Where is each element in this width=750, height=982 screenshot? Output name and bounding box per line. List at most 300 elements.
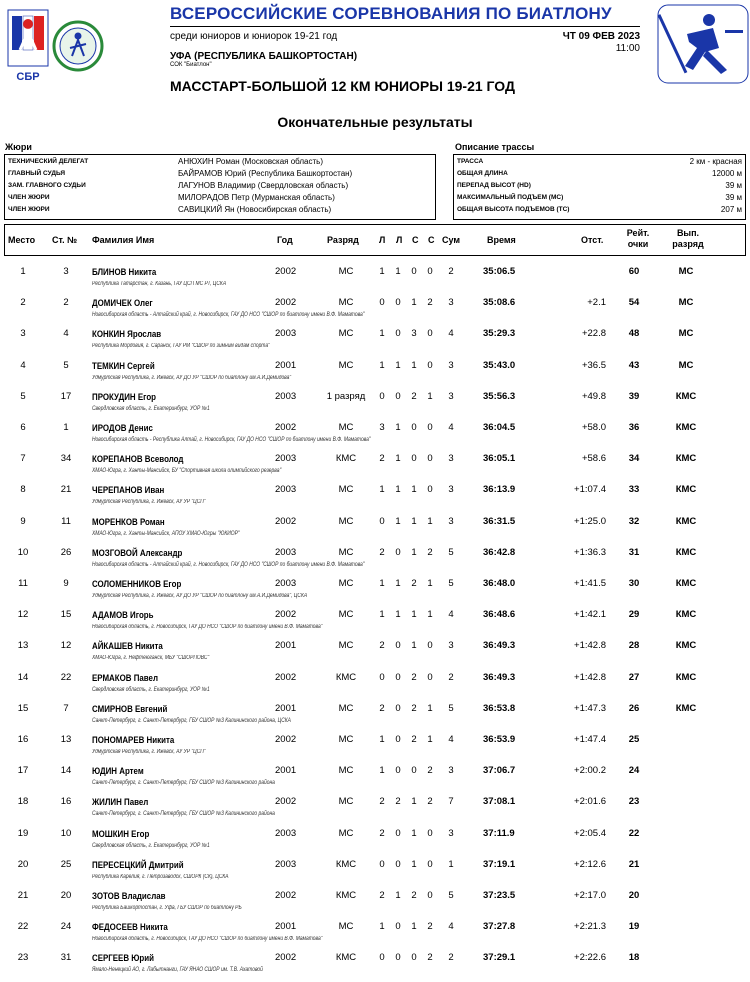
shooting-sum: 2 — [448, 266, 454, 277]
jury-role: ТЕХНИЧЕСКИЙ ДЕЛЕГАТ — [8, 158, 89, 165]
jury-role: ЗАМ. ГЛАВНОГО СУДЬИ — [8, 182, 86, 189]
shooting-standing-1: 0 — [411, 453, 417, 465]
track-row — [457, 157, 742, 169]
athlete-club: Свердловская область, г. Екатеринбург, УОР №1 — [92, 405, 210, 412]
athlete-club: Республика Мордовия, г. Саранск, ГАУ РМ "СШОР по зимним видам спорта" — [92, 343, 270, 350]
shooting-prone-2: 0 — [395, 702, 401, 714]
shooting-sum: 3 — [448, 453, 454, 465]
rank-won-cell: КМС — [675, 546, 697, 558]
col-standing-1: С — [412, 235, 419, 245]
shooting-prone-1: 0 — [379, 952, 385, 964]
year-cell: 2002 — [275, 515, 297, 527]
athlete-club: ХМАО-Югра, г. Ханты-Мансийск, АПОУ ХМАО-Югры "ЮКИОР" — [92, 530, 240, 537]
shooting-prone-1: 0 — [379, 671, 385, 683]
title-divider — [170, 26, 640, 27]
place-cell: 4 — [20, 359, 26, 371]
shooting-prone-1: 0 — [379, 297, 385, 309]
place-cell: 19 — [17, 827, 29, 839]
jury-row — [8, 193, 434, 205]
results-title: Окончательные результаты — [277, 114, 473, 130]
time-cell: 37:29.1 — [483, 952, 516, 964]
shooting-prone-2: 2 — [395, 796, 401, 808]
competition-title: ВСЕРОССИЙСКИЕ СОРЕВНОВАНИЯ ПО БИАТЛОНУ — [170, 4, 612, 23]
shooting-standing-1: 1 — [411, 297, 417, 309]
table-row — [0, 948, 750, 979]
year-cell: 2003 — [275, 578, 297, 589]
behind-cell: +2:00.2 — [574, 765, 606, 777]
shooting-prone-2: 0 — [395, 952, 401, 964]
place-cell: 18 — [17, 796, 29, 808]
place-cell: 2 — [20, 297, 26, 309]
shooting-standing-1: 2 — [411, 702, 417, 714]
jury-box — [4, 154, 436, 220]
shooting-standing-2: 0 — [427, 266, 433, 277]
place-cell: 20 — [17, 858, 29, 870]
year-cell: 2002 — [275, 422, 297, 433]
table-row — [0, 356, 750, 387]
year-cell: 2002 — [275, 671, 297, 683]
athlete-name: СЕРГЕЕВ Юрий — [92, 953, 155, 964]
col-name: Фамилия Имя — [92, 235, 155, 245]
rank-cell: КМС — [335, 858, 357, 870]
shooting-standing-1: 0 — [411, 952, 417, 964]
shooting-prone-1: 0 — [379, 858, 385, 870]
athlete-name: ЕРМАКОВ Павел — [92, 672, 158, 683]
shooting-sum: 5 — [448, 578, 454, 589]
athlete-name: КОНКИН Ярослав — [92, 329, 162, 340]
time-cell: 37:11.9 — [483, 827, 515, 839]
behind-cell: +1:42.1 — [574, 609, 606, 621]
rank-cell: 1 разряд — [326, 390, 366, 402]
table-row — [0, 668, 750, 699]
place-cell: 11 — [18, 578, 28, 589]
place-cell: 9 — [20, 515, 26, 527]
shooting-sum: 3 — [448, 359, 454, 371]
col-bib: Ст. № — [52, 235, 78, 245]
bib-cell: 7 — [63, 702, 69, 714]
athlete-name: БЛИНОВ Никита — [92, 267, 157, 277]
shooting-standing-1: 1 — [411, 515, 417, 527]
track-row — [457, 193, 742, 205]
rank-won-cell: КМС — [675, 515, 697, 527]
rank-cell: КМС — [335, 952, 357, 964]
table-row — [0, 387, 750, 418]
shooting-prone-1: 3 — [379, 422, 385, 433]
shooting-prone-2: 0 — [395, 765, 401, 777]
rank-cell: МС — [338, 422, 354, 433]
shooting-standing-2: 0 — [427, 359, 433, 371]
col-standing-2: С — [428, 235, 435, 245]
behind-cell: +22.8 — [581, 328, 606, 340]
athlete-name: МОЗГОВОЙ Александр — [92, 547, 183, 558]
jury-name: БАЙРАМОВ Юрий (Республика Башкортостан) — [178, 169, 353, 178]
shooting-sum: 4 — [448, 422, 454, 433]
athlete-name: ПРОКУДИН Егор — [92, 391, 157, 402]
athlete-club: Санкт-Петербург, г. Санкт-Петербург, ГБУ СШОР №3 Калининского района, ЦСКА — [92, 717, 291, 724]
shooting-standing-2: 0 — [427, 890, 433, 901]
rank-won-cell: КМС — [675, 484, 697, 496]
shooting-prone-1: 1 — [379, 765, 385, 777]
place-cell: 17 — [17, 765, 29, 777]
place-cell: 7 — [20, 453, 26, 465]
shooting-standing-2: 0 — [427, 484, 433, 496]
table-row — [0, 418, 750, 449]
shooting-standing-2: 0 — [427, 858, 433, 870]
shooting-prone-2: 0 — [395, 858, 401, 870]
shooting-prone-1: 1 — [379, 921, 385, 933]
shooting-standing-2: 0 — [427, 827, 433, 839]
rank-won-cell: КМС — [675, 578, 697, 589]
athlete-club: Новосибирская область - Алтайский край, г. Новосибирск, ГАУ ДО НСО "СШОР по биатлону имени В.Ф. Маматова" — [92, 561, 365, 568]
jury-role: ГЛАВНЫЙ СУДЬЯ — [8, 170, 66, 177]
shooting-standing-1: 3 — [411, 328, 417, 340]
points-cell: 33 — [628, 484, 640, 496]
jury-row — [8, 181, 434, 193]
year-cell: 2002 — [275, 266, 297, 277]
time-cell: 36:31.5 — [483, 515, 516, 527]
athlete-club: Удмуртская Республика, г. Ижевск, АУ УР "ЦСП" — [92, 499, 206, 506]
shooting-standing-2: 2 — [427, 297, 433, 309]
points-cell: 25 — [628, 734, 640, 745]
shooting-prone-1: 2 — [379, 702, 385, 714]
shooting-sum: 2 — [448, 671, 454, 683]
athlete-club: Удмуртская Республика, г. Ижевск, АУ ДО УР "СШОР по биатлону им.А.И.Демидова", ЦСКА — [92, 593, 308, 599]
jury-row — [8, 205, 434, 217]
behind-cell: +2:05.4 — [574, 827, 606, 839]
time-cell: 36:49.3 — [483, 671, 516, 683]
shooting-standing-2: 0 — [427, 328, 433, 340]
shooting-prone-1: 1 — [379, 359, 385, 371]
rank-cell: МС — [338, 796, 354, 808]
shooting-standing-1: 1 — [411, 827, 417, 839]
year-cell: 2001 — [275, 765, 297, 777]
shooting-standing-1: 1 — [411, 546, 417, 558]
shooting-sum: 3 — [448, 515, 454, 527]
athlete-name: КОРЕПАНОВ Всеволод — [92, 454, 184, 465]
year-cell: 2001 — [275, 640, 297, 652]
shooting-sum: 4 — [448, 921, 454, 933]
shooting-standing-2: 0 — [427, 671, 433, 683]
rank-cell: МС — [338, 515, 354, 527]
year-cell: 2001 — [275, 702, 297, 714]
col-year: Год — [277, 235, 293, 245]
bib-cell: 16 — [60, 796, 72, 808]
event-time: 11:00 — [615, 43, 640, 54]
time-cell: 35:43.0 — [483, 359, 516, 371]
time-cell: 36:48.0 — [483, 578, 516, 589]
shooting-sum: 7 — [448, 796, 454, 808]
bib-cell: 21 — [60, 484, 72, 496]
time-cell: 35:08.6 — [483, 297, 516, 309]
shooting-standing-2: 2 — [427, 765, 433, 777]
shooting-prone-1: 1 — [379, 328, 385, 340]
shooting-prone-2: 0 — [395, 734, 401, 745]
shooting-standing-2: 0 — [427, 640, 433, 652]
track-label: ТРАССА — [457, 158, 484, 165]
bib-cell: 31 — [60, 952, 72, 964]
behind-cell: +36.5 — [581, 359, 606, 371]
time-cell: 35:06.5 — [483, 266, 516, 277]
place-cell: 21 — [17, 890, 29, 901]
time-cell: 36:05.1 — [483, 453, 516, 465]
jury-name: САВИЦКИЙ Ян (Новосибирская область) — [178, 205, 332, 214]
athlete-name: МОРЕНКОВ Роман — [92, 516, 165, 527]
table-row — [0, 480, 750, 511]
points-cell: 20 — [628, 890, 640, 901]
year-cell: 2002 — [275, 890, 297, 901]
shooting-prone-2: 1 — [395, 890, 401, 901]
biathlon-logo — [657, 4, 749, 84]
col-points: Рейт. очки — [626, 228, 650, 249]
athlete-name: ПОНОМАРЕВ Никита — [92, 735, 175, 745]
bib-cell: 9 — [63, 578, 69, 589]
shooting-standing-2: 2 — [427, 952, 433, 964]
rank-won-cell: МС — [678, 297, 694, 309]
table-row — [0, 855, 750, 886]
shooting-prone-2: 0 — [395, 297, 401, 309]
behind-cell: +1:47.4 — [574, 734, 606, 745]
time-cell: 36:04.5 — [483, 422, 516, 433]
rank-won-cell: МС — [678, 266, 694, 277]
shooting-prone-1: 2 — [379, 640, 385, 652]
athlete-club: Новосибирская область - Республика Алтай, г. Новосибирск, ГАУ ДО НСО "СШОР по биатлону имени В.Ф. Маматова" — [92, 437, 371, 443]
bib-cell: 17 — [60, 390, 72, 402]
rank-cell: МС — [338, 765, 354, 777]
shooting-prone-2: 1 — [395, 266, 401, 277]
time-cell: 35:29.3 — [483, 328, 516, 340]
bib-cell: 2 — [63, 297, 69, 309]
track-value: 39 м — [725, 193, 742, 202]
place-cell: 5 — [20, 390, 26, 402]
bib-cell: 22 — [60, 671, 72, 683]
points-cell: 48 — [628, 328, 640, 340]
shooting-prone-2: 1 — [395, 359, 401, 371]
athlete-name: ЧЕРЕПАНОВ Иван — [92, 485, 165, 496]
year-cell: 2002 — [275, 796, 297, 808]
points-cell: 23 — [628, 796, 640, 808]
year-cell: 2002 — [275, 734, 297, 745]
track-row — [457, 169, 742, 181]
bib-cell: 25 — [60, 858, 72, 870]
rank-cell: МС — [338, 328, 354, 340]
table-row — [0, 574, 750, 605]
athlete-name: ЗОТОВ Владислав — [92, 891, 166, 901]
place-cell: 13 — [17, 640, 29, 652]
track-label: ОБЩАЯ ДЛИНА — [457, 170, 508, 177]
athlete-club: Новосибирская область, г. Новосибирск, ГАУ ДО НСО "СШОР по биатлону имени В.Ф. Маматова" — [92, 624, 323, 631]
rank-won-cell: КМС — [675, 702, 697, 714]
shooting-standing-2: 2 — [427, 921, 433, 933]
place-cell: 12 — [17, 609, 29, 621]
time-cell: 37:23.5 — [483, 890, 516, 901]
shooting-standing-1: 1 — [411, 921, 417, 933]
points-cell: 26 — [628, 702, 640, 714]
bib-cell: 34 — [60, 453, 72, 465]
shooting-standing-1: 2 — [411, 734, 417, 745]
shooting-standing-1: 0 — [411, 266, 417, 277]
points-cell: 36 — [628, 422, 640, 433]
jury-name: АНЮХИН Роман (Московская область) — [178, 157, 323, 166]
shooting-prone-2: 1 — [395, 578, 401, 589]
year-cell: 2003 — [275, 484, 297, 496]
place-cell: 22 — [17, 921, 29, 933]
shooting-prone-1: 2 — [379, 796, 385, 808]
year-cell: 2003 — [275, 858, 297, 870]
track-value: 39 м — [725, 181, 742, 190]
points-cell: 43 — [628, 359, 640, 371]
athlete-club: ХМАО-Югра, г. Нефтеюганск, МБУ "СШОРПОВС" — [92, 655, 210, 662]
track-label: ПЕРЕПАД ВЫСОТ (HD) — [457, 182, 531, 189]
shooting-prone-2: 0 — [395, 328, 401, 340]
points-cell: 18 — [628, 952, 640, 964]
bib-cell: 12 — [60, 640, 72, 652]
athlete-name: АЙКАШЕВ Никита — [92, 641, 163, 652]
points-cell: 39 — [628, 390, 640, 402]
shooting-prone-2: 0 — [395, 390, 401, 402]
shooting-standing-1: 0 — [411, 422, 417, 433]
bib-cell: 1 — [63, 422, 69, 433]
shooting-standing-2: 1 — [427, 702, 433, 714]
time-cell: 37:06.7 — [483, 765, 516, 777]
jury-role: ЧЛЕН ЖЮРИ — [8, 206, 50, 213]
shooting-sum: 5 — [448, 890, 454, 901]
athlete-name: ЖИЛИН Павел — [92, 797, 149, 808]
table-row — [0, 605, 750, 636]
col-behind: Отст. — [581, 235, 604, 245]
shooting-standing-1: 2 — [411, 671, 417, 683]
bib-cell: 14 — [60, 765, 72, 777]
shooting-prone-1: 1 — [379, 578, 385, 589]
athlete-club: Санкт-Петербург, г. Санкт-Петербург, ГБУ СШОР №3 Калининского района — [92, 780, 275, 787]
track-label: ОБЩАЯ ВЫСОТА ПОДЪЕМОВ (TC) — [457, 206, 570, 213]
points-cell: 29 — [628, 609, 640, 621]
shooting-standing-2: 1 — [427, 578, 433, 589]
athlete-name: АДАМОВ Игорь — [92, 610, 154, 621]
behind-cell: +2:12.6 — [574, 858, 606, 870]
rank-cell: МС — [338, 546, 354, 558]
col-sum: Сум — [442, 235, 461, 245]
rank-cell: МС — [338, 359, 354, 371]
athlete-club: Республика Башкортостан, г. Уфа, ГБУ СШОР по биатлону РБ — [92, 905, 242, 911]
points-cell: 21 — [628, 858, 640, 870]
shooting-standing-2: 1 — [427, 515, 433, 527]
shooting-sum: 4 — [448, 734, 454, 745]
shooting-prone-2: 0 — [395, 921, 401, 933]
rank-cell: МС — [338, 921, 354, 933]
table-row — [0, 636, 750, 667]
athlete-club: Свердловская область, г. Екатеринбург, УОР №1 — [92, 686, 210, 693]
table-row — [0, 917, 750, 948]
shooting-standing-1: 1 — [411, 858, 417, 870]
shooting-sum: 1 — [448, 858, 454, 870]
athlete-club: Удмуртская Республика, г. Ижевск, АУ ДО УР "СШОР по биатлону им.А.И.Демидова" — [92, 374, 292, 381]
federation-logo — [6, 6, 104, 84]
rank-cell: МС — [338, 734, 354, 745]
shooting-prone-1: 2 — [379, 827, 385, 839]
athlete-name: ЮДИН Артем — [92, 766, 144, 777]
place-cell: 6 — [20, 422, 26, 433]
shooting-sum: 2 — [448, 952, 454, 964]
rank-won-cell: МС — [678, 359, 694, 371]
year-cell: 2003 — [275, 328, 297, 340]
shooting-standing-1: 2 — [411, 890, 417, 901]
bib-cell: 26 — [60, 546, 72, 558]
table-row — [0, 699, 750, 730]
shooting-prone-1: 0 — [379, 515, 385, 527]
points-cell: 30 — [628, 578, 640, 589]
col-prone-1: Л — [379, 235, 386, 245]
shooting-prone-1: 1 — [379, 734, 385, 745]
year-cell: 2003 — [275, 453, 297, 465]
shooting-prone-1: 0 — [379, 390, 385, 402]
shooting-sum: 4 — [448, 609, 454, 621]
jury-name: ЛАГУНОВ Владимир (Свердловская область) — [178, 181, 349, 190]
shooting-standing-2: 2 — [427, 796, 433, 808]
time-cell: 36:53.8 — [483, 702, 516, 714]
shooting-prone-2: 0 — [395, 827, 401, 839]
shooting-sum: 3 — [448, 390, 454, 402]
points-cell: 32 — [628, 515, 640, 527]
behind-cell: +58.0 — [581, 422, 606, 433]
track-title: Описание трассы — [455, 142, 535, 152]
athlete-name: ДОМИЧЕК Олег — [92, 298, 153, 309]
rank-cell: КМС — [335, 453, 357, 465]
event-venue: СОК "Биатлон" — [170, 62, 212, 68]
jury-role: ЧЛЕН ЖЮРИ — [8, 194, 50, 201]
year-cell: 2002 — [275, 609, 297, 621]
year-cell: 2003 — [275, 390, 297, 402]
athlete-club: Санкт-Петербург, г. Санкт-Петербург, ГБУ СШОР №3 Калининского района — [92, 811, 275, 818]
shooting-prone-2: 1 — [395, 484, 401, 496]
shooting-standing-1: 1 — [411, 359, 417, 371]
track-label: МАКСИМАЛЬНЫЙ ПОДЪЕМ (MC) — [457, 194, 564, 201]
shooting-standing-2: 2 — [427, 546, 433, 558]
behind-cell: +2:17.0 — [574, 890, 606, 901]
rank-cell: МС — [338, 702, 354, 714]
jury-row — [8, 157, 434, 169]
time-cell: 36:42.8 — [483, 546, 516, 558]
track-value: 12000 м — [712, 169, 742, 178]
time-cell: 37:08.1 — [483, 796, 516, 808]
track-row — [457, 181, 742, 193]
rank-won-cell: КМС — [675, 390, 697, 402]
points-cell: 24 — [628, 765, 640, 777]
shooting-standing-2: 0 — [427, 422, 433, 433]
behind-cell: +1:47.3 — [574, 702, 606, 714]
athlete-name: ИРОДОВ Денис — [92, 423, 153, 433]
athlete-club: Свердловская область, г. Екатеринбург, УОР №1 — [92, 842, 210, 849]
behind-cell: +49.8 — [581, 390, 606, 402]
athlete-name: ПЕРЕСЕЦКИЙ Дмитрий — [92, 859, 184, 870]
place-cell: 8 — [20, 484, 26, 496]
shooting-sum: 3 — [448, 484, 454, 496]
athlete-name: МОШКИН Егор — [92, 828, 150, 839]
place-cell: 16 — [17, 734, 29, 745]
shooting-sum: 3 — [448, 827, 454, 839]
shooting-prone-2: 1 — [395, 422, 401, 433]
behind-cell: +1:42.8 — [574, 640, 606, 652]
rank-cell: МС — [338, 578, 354, 589]
shooting-sum: 3 — [448, 640, 454, 652]
behind-cell: +2:01.6 — [574, 796, 606, 808]
time-cell: 36:49.3 — [483, 640, 516, 652]
athlete-club: Новосибирская область - Алтайский край, г. Новосибирск, ГАУ ДО НСО "СШОР по биатлону имени В.Ф. Маматова" — [92, 312, 365, 319]
shooting-sum: 5 — [448, 546, 454, 558]
time-cell: 36:13.9 — [483, 484, 516, 496]
jury-row — [8, 169, 434, 181]
event-name: МАССТАРТ-БОЛЬШОЙ 12 КМ ЮНИОРЫ 19-21 ГОД — [170, 78, 515, 94]
shooting-standing-1: 2 — [411, 390, 417, 402]
